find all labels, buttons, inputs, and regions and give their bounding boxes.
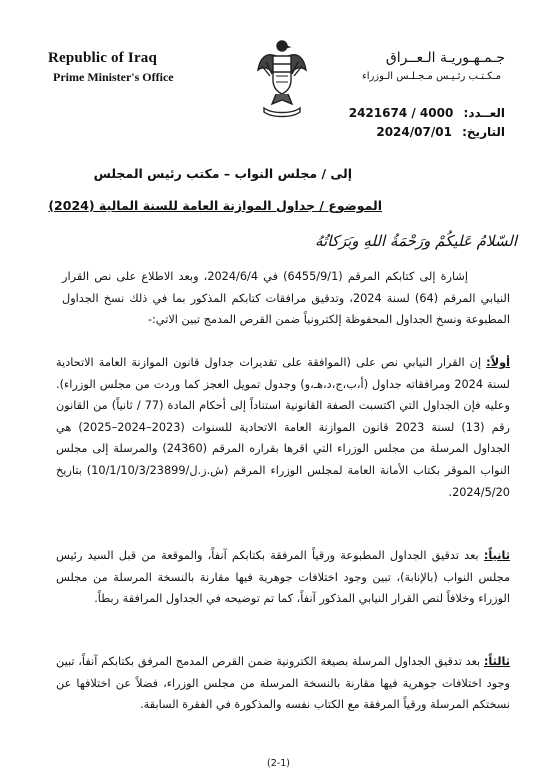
intro-text: إشارة إلى كتابكم المرقم (6455/9/1) في 2024/6/4، وبعد الاطلاع على نص القرار النيابي المرقم (64) لسنة 2024، وتدقيق مرافقات كتابكم المذكور بما في ذلك نسخ الجداول المطبوعة ونسخ الجداول المحفوظة إلكترونياً ضمن القرص المدمج تبين الاتي:- [62,270,510,327]
reference-date-label: التاريخ: [462,125,505,139]
second-point-label: ثانياً: [483,549,510,562]
reference-number [349,106,505,120]
header-arabic-subtitle: مـكـتـب رئـيـس مـجـلـس الـوزراء [362,71,501,82]
header-english-subtitle: Prime Minister's Office [53,70,174,84]
first-point-label: أولاً: [486,356,510,369]
second-point-paragraph [56,545,510,610]
second-point-text: بعد تدقيق الجداول المطبوعة ورقياً المرفقة بكتابكم آنفاً، والموقعة من قبل السيد رئيس مجلس النواب (بالإنابة)، تبين وجود اختلافات جوهرية فيها مقارنة بالنسخة المرسلة من مجلس الوزراء وخلافاً لنص القرار النيابي المذكور آنفاً، كما تم توضيحه في الجداول المرافقة ربطاً. [56,549,510,606]
reference-number-value: 2421674 / 4000 [348,106,454,120]
reference-number-label: العــدد: [463,106,505,120]
reference-date [376,125,505,139]
first-point-paragraph [56,352,510,503]
iraq-emblem-icon [256,36,308,118]
header-english-title: Republic of Iraq [48,50,158,66]
intro-paragraph [62,266,510,331]
third-point-paragraph [56,651,510,716]
addressee: إلى / مجلس النواب – مكتب رئيس المجلس [93,166,352,181]
page-number: (2-1) [267,758,290,769]
third-point-text: بعد تدقيق الجداول المرسلة بصيغة الكترونية ضمن القرص المدمج المرفق بكتابكم آنفاً، تبين وجود اختلافات جوهرية فيها مقارنة بالنسخة المرسلة من مجلس الوزراء، فضلاً عن اختلافها عن نسختكم المرسلة ورقياً المرفقة مع الكتاب نفسه والمذكورة في الفقرة السابقة. [56,655,510,712]
subject-line: الموضوع / جداول الموازنة العامة للسنة المالية (2024) [48,198,382,213]
first-point-text: إن القرار النيابي نص على (الموافقة على تقديرات جداول قانون الموازنة العامة الاتحادية لسنة 2024 ومرافقاته جداول (أ،ب،ج،د،هـ،و) وجدول تمويل العجز كما وردت من مجلس الوزراء). وعليه فإن الجداول التي اكتسبت الصفة القانونية استناداً إلى أحكام المادة (77 / ثانياً) من القانون رقم (13) لسنة 2023 قانون الموازنة العامة الاتحادية للسنوات (2023–2024–2025) هي الجداول المرسلة من مجلس الوزراء التي اقرها بقراره المرقم (24360) والمرسلة إلى مجلس النواب الموقر بكتاب الأمانة العامة لمجلس الوزراء المرقم (ش.ز.ل/10/1/10/3/23899) بتاريخ 2024/5/20. [56,356,511,499]
salutation: السّلامُ عَليكُمْ ورَحْمَةُ اللهِ وبَرَكاتُهُ [315,232,517,250]
header-arabic-title: جـمـهـوريـة الـعــراق [385,50,505,66]
reference-date-value: 2024/07/01 [376,125,452,139]
third-point-label: ثالثاً: [483,655,510,668]
